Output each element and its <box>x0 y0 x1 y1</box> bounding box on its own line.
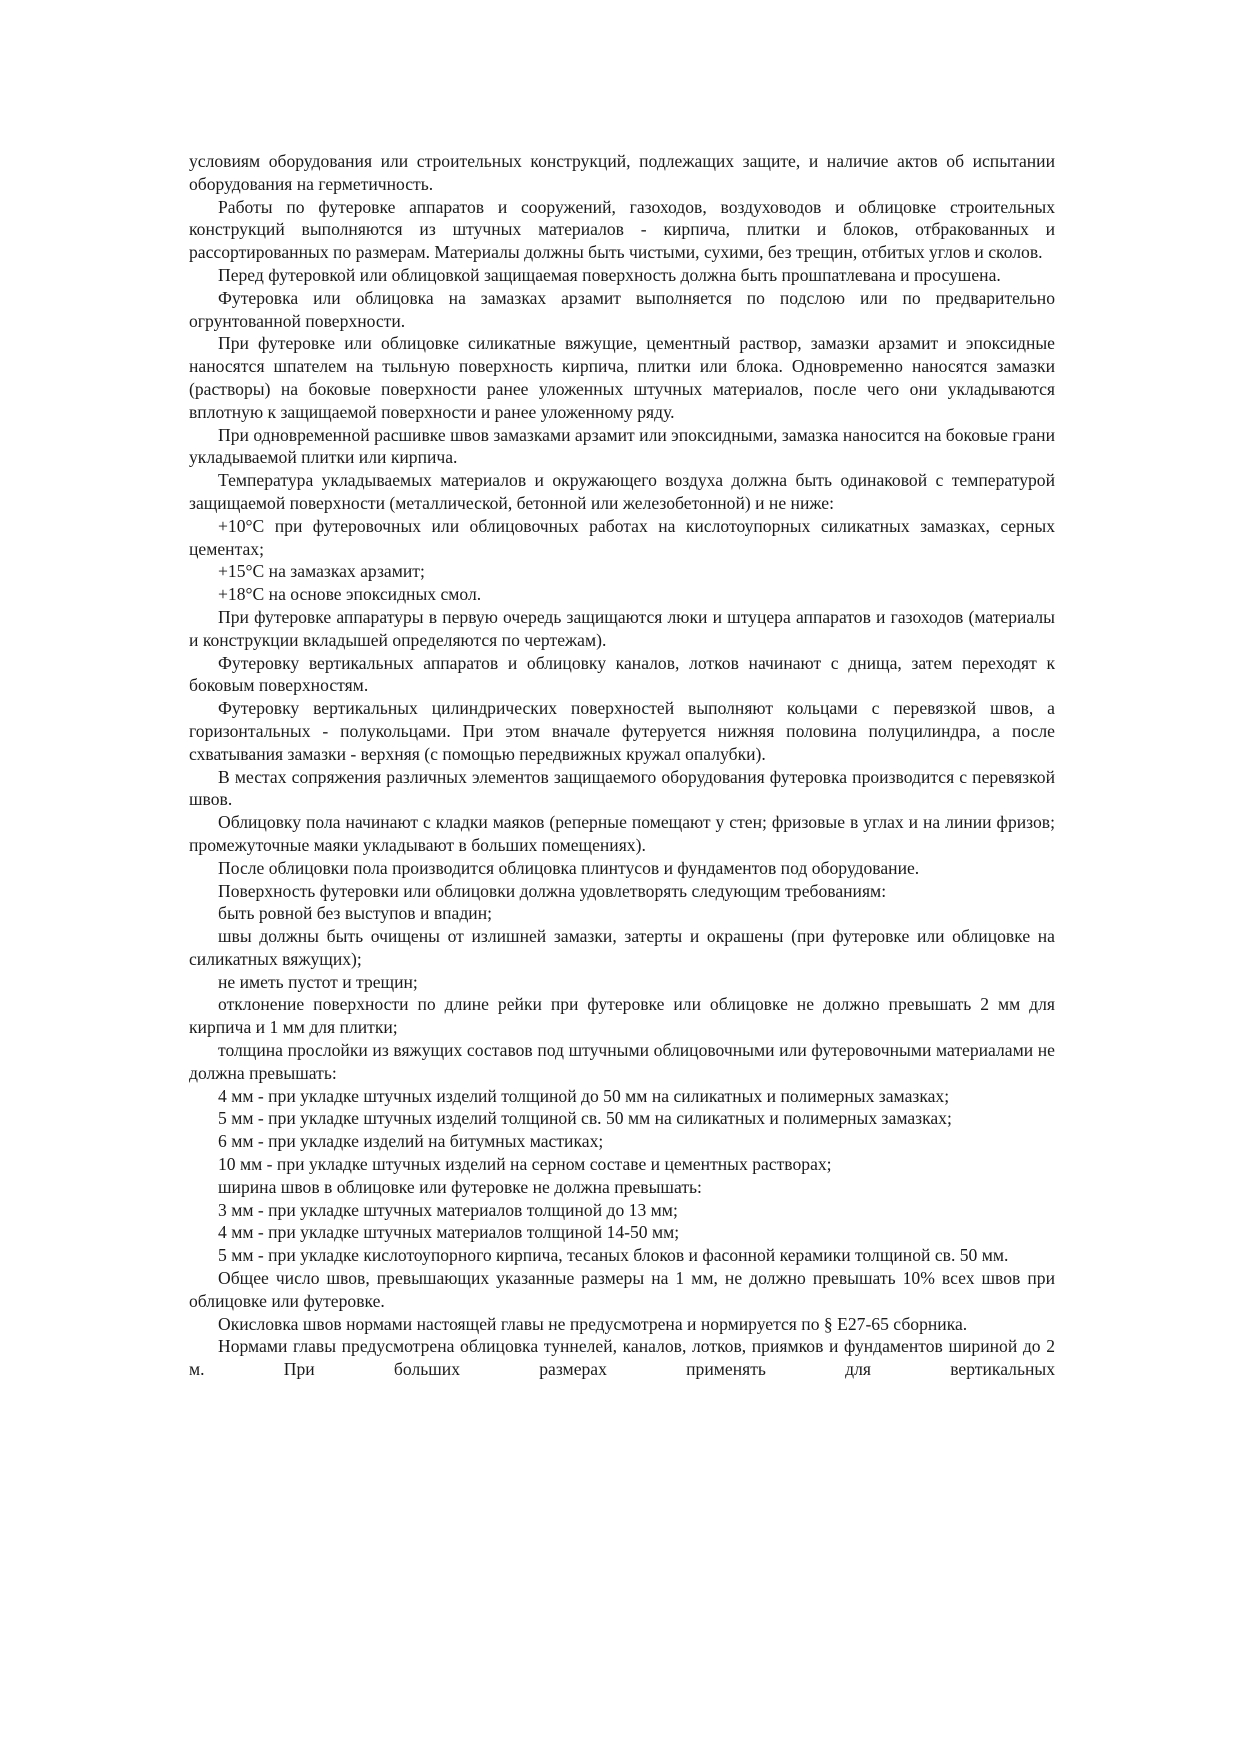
paragraph-20: не иметь пустот и трещин; <box>218 971 418 992</box>
paragraph-22: толщина прослойки из вяжущих составов под штучными облицовочными или футеровочными материалами не должна превышать: <box>189 1040 1055 1083</box>
document-page <box>189 150 1055 1381</box>
paragraph-7: Температура укладываемых материалов и окружающего воздуха должна быть одинаковой с температурой защищаемой поверхности (металлической, бетонной или железобетонной) и не ниже: <box>189 470 1055 513</box>
paragraph-4: Футеровка или облицовка на замазках арзамит выполняется по подслою или по предварительно огрунтованной поверхности. <box>189 287 1055 331</box>
paragraph-30: 5 мм - при укладке кислотоупорного кирпича, тесаных блоков и фасонной керамики толщиной св. 50 мм. <box>218 1245 1009 1266</box>
paragraph-6: При одновременной расшивке швов замазками арзамит или эпоксидными, замазка наносится на боковые грани укладываемой плитки или кирпича. <box>189 424 1055 468</box>
paragraph-5: При футеровке или облицовке силикатные вяжущие, цементный раствор, замазки арзамит и эпоксидные наносятся шпателем на тыльную поверхность кирпича, плитки или блока. Одновременно наносятся замазки (растворы) на боковые поверхности ранее уложенных штучных материалов, после чего они укладываются вплотную к защищаемой поверхности и ранее уложенному ряду. <box>189 333 1055 422</box>
paragraph-16: После облицовки пола производится облицовка плинтусов и фундаментов под оборудование. <box>218 857 920 878</box>
paragraph-13: Футеровку вертикальных цилиндрических поверхностей выполняют кольцами с перевязкой швов, а горизонтальных - полукольцами. При этом вначале футеруется нижняя половина полуцилиндра, а после схватывания замазки - верхняя (с помощью передвижных кружал опалубки). <box>189 698 1055 764</box>
paragraph-26: 10 мм - при укладке штучных изделий на серном составе и цементных растворах; <box>218 1154 832 1175</box>
paragraph-8: +10°С при футеровочных или облицовочных работах на кислотоупорных силикатных замазках, серных цементах; <box>189 515 1055 559</box>
paragraph-19: швы должны быть очищены от излишней замазки, затерты и окрашены (при футеровке или облицовке на силикатных вяжущих); <box>189 926 1055 969</box>
paragraph-32: Окисловка швов нормами настоящей главы не предусмотрена и нормируется по § Е27-65 сборника. <box>218 1313 968 1334</box>
paragraph-17: Поверхность футеровки или облицовки должна удовлетворять следующим требованиям: <box>218 880 887 901</box>
paragraph-1: условиям оборудования или строительных конструкций, подлежащих защите, и наличие актов об испытании оборудования на герметичность. <box>189 151 1055 194</box>
paragraph-18: быть ровной без выступов и впадин; <box>218 903 493 924</box>
paragraph-11: При футеровке аппаратуры в первую очередь защищаются люки и штуцера аппаратов и газоходов (материалы и конструкции вкладышей определяются по чертежам). <box>189 606 1055 650</box>
paragraph-31: Общее число швов, превышающих указанные размеры на 1 мм, не должно превышать 10% всех швов при облицовке или футеровке. <box>189 1268 1055 1311</box>
paragraph-33: Нормами главы предусмотрена облицовка туннелей, каналов, лотков, приямков и фундаментов шириной до 2 м. При больших размерах применять для вертикальных <box>189 1336 1055 1380</box>
paragraph-14: В местах сопряжения различных элементов защищаемого оборудования футеровка производится с перевязкой швов. <box>189 766 1055 810</box>
paragraph-3: Перед футеровкой или облицовкой защищаемая поверхность должна быть прошпатлевана и просушена. <box>218 264 1001 285</box>
paragraph-9: +15°С на замазках арзамит; <box>218 561 425 582</box>
paragraph-10: +18°С на основе эпоксидных смол. <box>218 584 482 605</box>
paragraph-29: 4 мм - при укладке штучных материалов толщиной 14-50 мм; <box>218 1222 680 1243</box>
paragraph-15: Облицовку пола начинают с кладки маяков (реперные помещают у стен; фризовые в углах и на линии фризов; промежуточные маяки укладывают в больших помещениях). <box>189 812 1055 855</box>
paragraph-2: Работы по футеровке аппаратов и сооружений, газоходов, воздуховодов и облицовке строительных конструкций выполняются из штучных материалов - кирпича, плитки и блоков, отбракованных и рассортированных по размерам. Материалы должны быть чистыми, сухими, без трещин, отбитых углов и сколов. <box>189 196 1055 263</box>
paragraph-24: 5 мм - при укладке штучных изделий толщиной св. 50 мм на силикатных и полимерных замазках; <box>218 1108 952 1129</box>
paragraph-21: отклонение поверхности по длине рейки при футеровке или облицовке не должно превышать 2 мм для кирпича и 1 мм для плитки; <box>189 994 1055 1038</box>
paragraph-28: 3 мм - при укладке штучных материалов толщиной до 13 мм; <box>218 1199 678 1220</box>
paragraph-25: 6 мм - при укладке изделий на битумных мастиках; <box>218 1131 604 1152</box>
paragraph-27: ширина швов в облицовке или футеровке не должна превышать: <box>218 1176 702 1197</box>
paragraph-12: Футеровку вертикальных аппаратов и облицовку каналов, лотков начинают с днища, затем переходят к боковым поверхностям. <box>189 652 1055 696</box>
paragraph-23: 4 мм - при укладке штучных изделий толщиной до 50 мм на силикатных и полимерных замазках; <box>218 1085 950 1106</box>
